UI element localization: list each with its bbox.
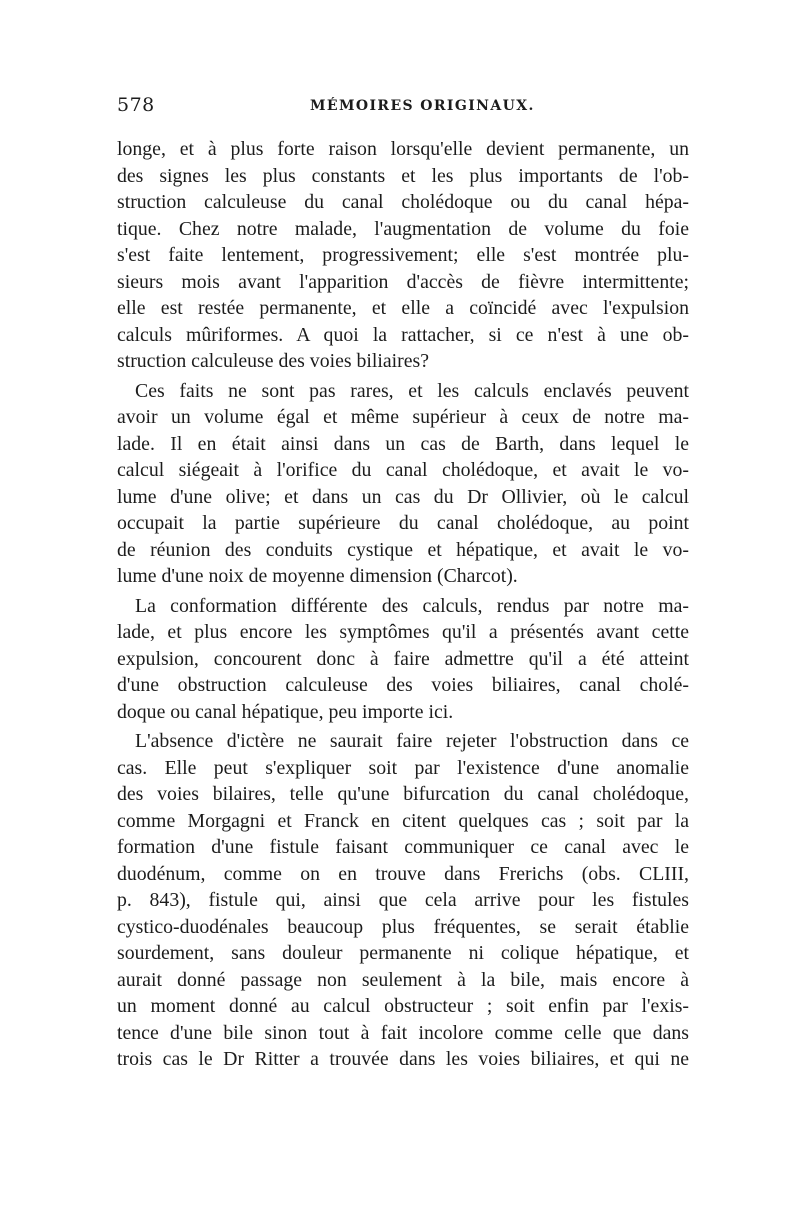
- text-line: lade, et plus encore les symptômes qu'il a présentés avant cette: [117, 621, 689, 643]
- page-header: [117, 94, 687, 120]
- text-line: un moment donné au calcul obstructeur ; soit enfin par l'exis-: [117, 995, 689, 1017]
- text-line: tence d'une bile sinon tout à fait incolore comme celle que dans: [117, 1021, 689, 1044]
- text-line: des voies bilaires, telle qu'une bifurcation du canal cholédoque,: [117, 783, 689, 805]
- text-line: lume d'une olive; et dans un cas du Dr Ollivier, où le calcul: [117, 485, 689, 508]
- text-line: occupait la partie supérieure du canal cholédoque, au point: [117, 512, 689, 534]
- paragraph: [117, 378, 689, 590]
- text-line: Ces faits ne sont pas rares, et les calculs enclavés peuvent: [135, 379, 689, 402]
- text-line: sieurs mois avant l'apparition d'accès de fièvre intermittente;: [117, 270, 689, 293]
- text-line: duodénum, comme on en trouve dans Frerichs (obs. CLIII,: [117, 862, 689, 885]
- page-number: 578: [117, 94, 155, 116]
- text-line: expulsion, concourent donc à faire admettre qu'il a été atteint: [117, 647, 689, 670]
- text-line: calculs mûriformes. A quoi la rattacher, si ce n'est à une ob-: [117, 323, 689, 346]
- paragraph: [117, 728, 689, 1073]
- text-line: des signes les plus constants et les plus importants de l'ob-: [117, 164, 689, 187]
- text-line: La conformation différente des calculs, rendus par notre ma-: [135, 594, 689, 617]
- text-line: tique. Chez notre malade, l'augmentation de volume du foie: [117, 217, 689, 240]
- running-title: MÉMOIRES ORIGINAUX.: [310, 98, 535, 114]
- text-line: de réunion des conduits cystique et hépatique, et avait le vo-: [117, 538, 689, 561]
- text-line: cas. Elle peut s'expliquer soit par l'existence d'une anomalie: [117, 756, 689, 779]
- text-line: lade. Il en était ainsi dans un cas de Barth, dans lequel le: [117, 432, 689, 455]
- text-line: longe, et à plus forte raison lorsqu'elle devient permanente, un: [117, 138, 689, 160]
- paragraph: [117, 136, 689, 375]
- text-line: calcul siégeait à l'orifice du canal cholédoque, et avait le vo-: [117, 459, 689, 481]
- text-line: comme Morgagni et Franck en citent quelques cas ; soit par la: [117, 809, 689, 832]
- text-line: struction calculeuse du canal cholédoque ou du canal hépa-: [117, 191, 689, 213]
- text-line: lume d'une noix de moyenne dimension (Charcot).: [117, 565, 518, 587]
- text-line: cystico-duodénales beaucoup plus fréquentes, se serait établie: [117, 915, 689, 938]
- text-line: L'absence d'ictère ne saurait faire rejeter l'obstruction dans ce: [135, 730, 689, 752]
- text-line: trois cas le Dr Ritter a trouvée dans les voies biliaires, et qui ne: [117, 1048, 689, 1070]
- text-line: s'est faite lentement, progressivement; elle s'est montrée plu-: [117, 244, 689, 266]
- body-text: [117, 136, 689, 1073]
- text-line: aurait donné passage non seulement à la bile, mais encore à: [117, 968, 689, 991]
- text-line: struction calculeuse des voies biliaires?: [117, 350, 429, 372]
- text-line: elle est restée permanente, et elle a coïncidé avec l'expulsion: [117, 297, 689, 319]
- paragraph: [117, 593, 689, 726]
- text-line: d'une obstruction calculeuse des voies biliaires, canal cholé-: [117, 674, 689, 696]
- text-line: sourdement, sans douleur permanente ni colique hépatique, et: [117, 942, 689, 964]
- text-line: doque ou canal hépatique, peu importe ici.: [117, 700, 454, 723]
- text-line: avoir un volume égal et même supérieur à ceux de notre ma-: [117, 406, 689, 428]
- text-line: formation d'une fistule faisant communiquer ce canal avec le: [117, 836, 689, 858]
- text-line: p. 843), fistule qui, ainsi que cela arrive pour les fistules: [117, 889, 689, 911]
